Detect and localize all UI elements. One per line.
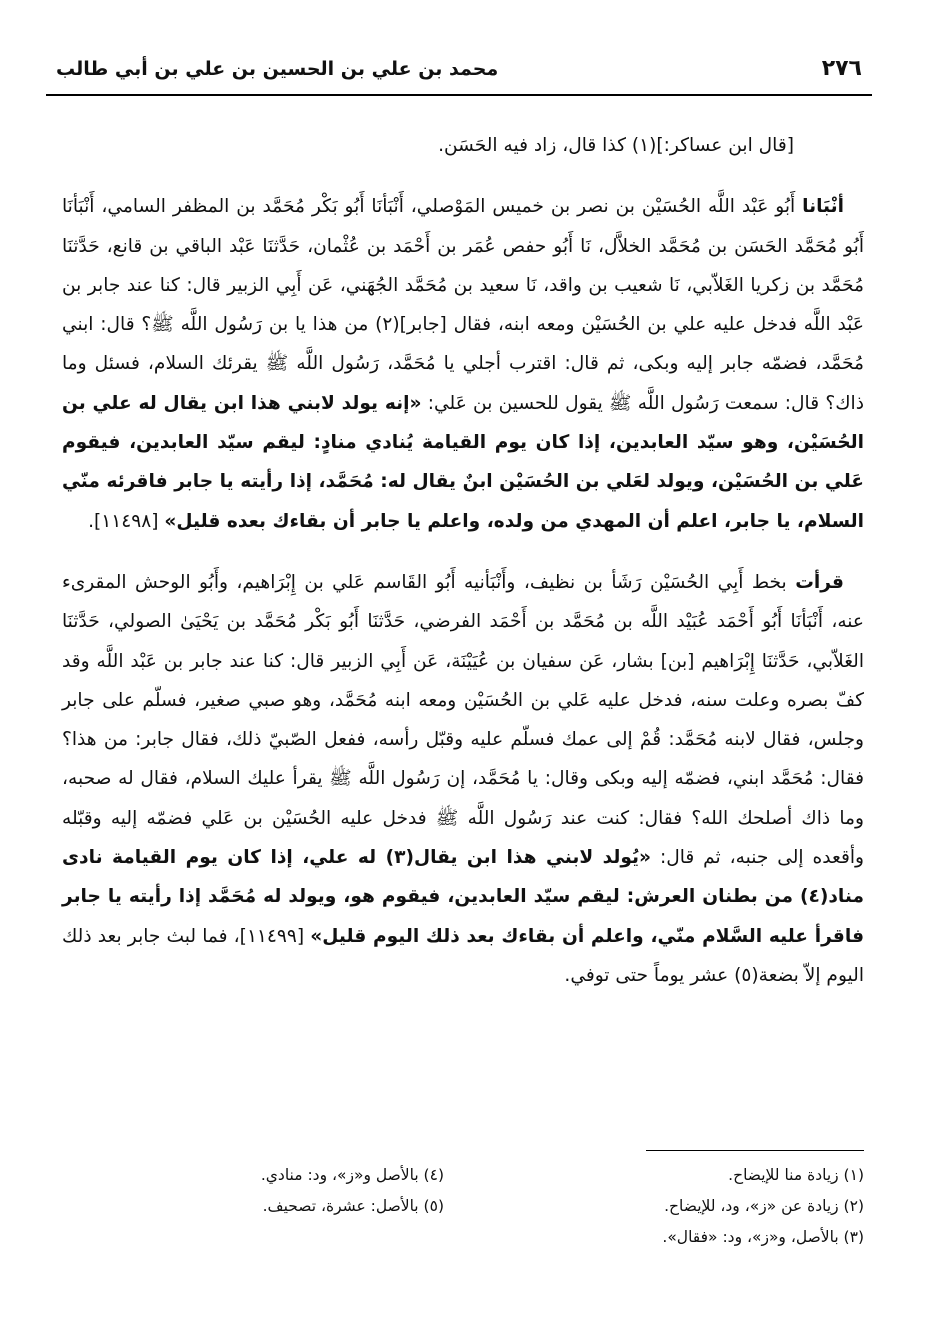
paragraph-hadith-2 xyxy=(62,563,864,995)
footnotes-left-column xyxy=(154,1160,444,1222)
page-number: ٢٧٦ xyxy=(821,56,862,81)
footnote-item: (١) زيادة منا للإيضاح. xyxy=(728,1166,864,1184)
isnad-text: أَبُو عَبْد اللَّه الحُسَيْن بن نصر بن خميس المَوْصلي، أَنْبَأنَا أَبُو بَكْر مُحَمَّد بن المظفر السامي، أَنْبَأنَا أَبُو مُحَمَّد الحَسَن بن مُحَمَّد الخلاَّل، نَا أَبُو حفص عُمَر بن أَحْمَد بن عُثْمان، حَدَّثنَا عَبْد الباقي بن قانع، حَدَّثنَا مُحَمَّد بن زكريا الغَلاّبي، نَا شعيب بن واقد، نَا سعيد بن مُحَمَّد الجُهَني، عَن أَبِي الزبير قال: كنا عند جابر بن عَبْد اللَّه فدخل عليه علي بن الحُسَيْن ومعه ابنه، فقال [جابر](٢) من هذا يا بن رَسُول اللَّه ﷺ؟ قال: ابني مُحَمَّد، فضمّه جابر إليه وبكى، ثم قال: اقترب أجلي يا مُحَمَّد، رَسُول اللَّه ﷺ يقرئك السلام، فسئل وما ذاك؟ قال: سمعت رَسُول اللَّه ﷺ يقول للحسين بن عَلي: xyxy=(62,196,865,414)
paragraph-hadith-1 xyxy=(62,187,864,541)
isnad-text: بخط أَبِي الحُسَيْن رَشَأ بن نظيف، وأَنْبَأنيه أَبُو القَاسم عَلي بن إِبْرَاهيم، وأَبُو الوحش المقرىء عنه، أَنْبَأنَا أَبُو أَحْمَد عُبَيْد اللَّه بن مُحَمَّد بن أَحْمَد الفرضي، حَدَّثنَا أَبُو بَكْر مُحَمَّد بن يَحْيَىٰ الصولي، حَدَّثنَا الغَلاّبي، حَدَّثنَا إِبْرَاهيم [بن] بشار، عَن سفيان بن عُيَيْنَة، عَن أَبِي الزبير قال: كنا عند جابر بن عَبْد اللَّه وقد كفّ بصره وعلت سنه، فدخل عليه عَلي بن الحُسَيْن ومعه ابنه مُحَمَّد، وهو صبي صغير، فسلّم على جابر وجلس، فقال لابنه مُحَمَّد: قُمْ إلى عمك فسلّم عليه وقبّل رأسه، ففعل الصّبيّ ذلك، فقال جابر: من هذا؟ فقال: مُحَمَّد ابني، فضمّه إليه وبكى وقال: يا مُحَمَّد، إن رَسُول اللَّه ﷺ يقرأ عليك السلام، فقال له صحبه، وما ذاك أصلحك الله؟ فقال: كنت عند رَسُول اللَّه ﷺ فدخل عليه الحُسَيْن بن عَلي فضمّه إليه وقبّله وأقعده إلى جنبه، ثم قال: xyxy=(62,571,864,869)
paragraph-lead-word: قرأت xyxy=(795,571,844,593)
footnote-item: (٢) زيادة عن «ز»، ود، للإيضاح. xyxy=(664,1197,864,1215)
paragraph-gap xyxy=(62,165,864,187)
paragraph-lead-word: أنْبَانا xyxy=(802,196,844,218)
hadith-quote: «يُولد لابني هذا ابن يقال(٣) له علي، إذا كان يوم القيامة نادى مناد(٤) من بطنان العرش: ليقم سيّد العابدين، فيقوم هو، ويولد له مُحَمَّد إذا رأيته يا جابر فاقرأ عليه السَّلام منّي، واعلم أن بقاءك بعد ذلك اليوم قليل» xyxy=(62,847,864,947)
main-text xyxy=(62,126,864,995)
footnote-item: (٥) بالأصل: عشرة، تصحيف. xyxy=(262,1197,444,1215)
footnote-item: (٤) بالأصل و«ز»، ود: منادي. xyxy=(260,1166,444,1184)
page-header xyxy=(46,58,872,98)
footnote-item: (٣) بالأصل، و«ز»، ود: «فقال». xyxy=(662,1228,864,1246)
paragraph-intro: [قال ابن عساكر:](١) كذا قال، زاد فيه الحَسَن. xyxy=(438,135,794,156)
footnotes-right-column xyxy=(534,1160,864,1253)
hadith-quote: «إنه يولد لابني هذا ابن يقال له علي بن الحُسَيْن، وهو سيّد العابدين، إذا كان يوم القيامة يُنادي منادٍ: ليقم سيّد العابدين، فيقوم عَلي بن الحُسَيْن، ويولد لعَلي بن الحُسَيْن ابنٌ يقال له: مُحَمَّد، إذا رأيته يا جابر فاقرئه منّي السلام، يا جابر، اعلم أن المهدي من ولده، واعلم يا جابر أن بقاءك بعده قليل» xyxy=(62,392,864,532)
hadith-reference: [١١٤٩٨]. xyxy=(88,510,159,532)
running-title: محمد بن علي بن الحسين بن علي بن أبي طالب xyxy=(56,58,499,80)
header-rule xyxy=(46,94,872,96)
paragraph-gap xyxy=(62,541,864,563)
hadith-reference: [١١٤٩٩]، فما لبث جابر بعد ذلك اليوم إلاّ بضعة(٥) عشر يوماً حتى توفي. xyxy=(62,925,864,986)
footnote-rule xyxy=(646,1150,864,1151)
